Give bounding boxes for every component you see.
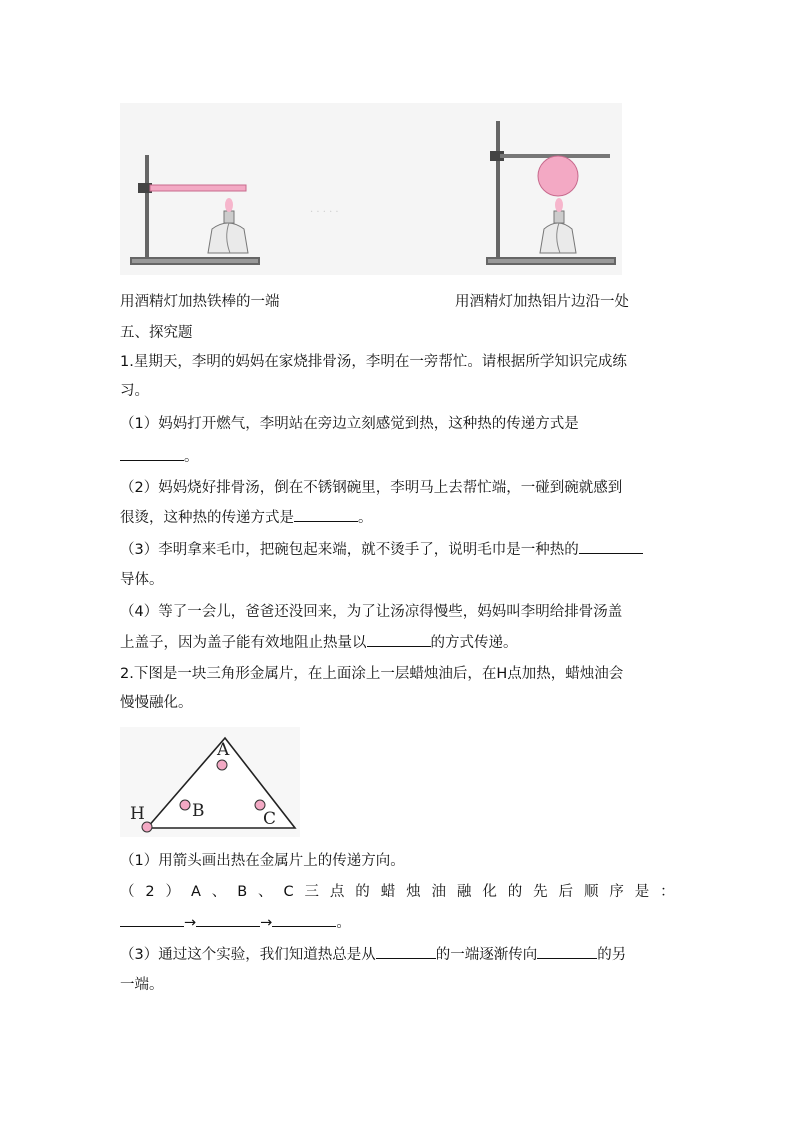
section-title: 五、探究题 <box>120 325 193 341</box>
q1-part4-line1: （4）等了一会儿，爸爸还没回来，为了让汤凉得慢些，妈妈叫李明给排骨汤盖 <box>120 604 623 620</box>
q2-part2-char: （ <box>120 884 135 900</box>
q2-part2-char: C <box>283 884 294 900</box>
q2-part2-char: 三 <box>304 884 319 900</box>
answer-blank[interactable] <box>376 944 436 959</box>
q2-part2-char: B <box>237 884 248 900</box>
q2-part2-line2: → → 。 <box>120 912 675 934</box>
answer-blank[interactable] <box>120 446 184 461</box>
q2-part2-char: 序 <box>609 884 624 900</box>
q1-part4-line2: 上盖子，因为盖子能有效地阻止热量以 的方式传递。 <box>120 632 675 654</box>
q2-part2-char: 点 <box>329 884 345 900</box>
q1-intro-line1: 1.星期天，李明的妈妈在家烧排骨汤，李明在一旁帮忙。请根据所学知识完成练 <box>120 354 627 370</box>
q2-part2-char: 融 <box>456 884 472 900</box>
answer-blank[interactable] <box>196 912 260 927</box>
q1-part3-line1: （3）李明拿来毛巾，把碗包起来端，就不烫手了，说明毛巾是一种热的 <box>120 539 675 561</box>
q1-part1-line1: （1）妈妈打开燃气，李明站在旁边立刻感觉到热，这种热的传递方式是 <box>120 416 579 432</box>
q1-intro-line2: 习。 <box>120 383 149 399</box>
label-c: C <box>263 809 277 829</box>
q1-part2-line1: （2）妈妈烧好排骨汤，倒在不锈钢碗里，李明马上去帮忙端，一碰到碗就感到 <box>120 480 623 496</box>
q2-part2-char: 2 <box>145 884 155 900</box>
q2-part2-char: 的 <box>355 884 370 900</box>
experiment-illustration <box>120 103 622 275</box>
q2-part2-char: 油 <box>431 884 447 900</box>
q2-part3-line1: （3）通过这个实验，我们知道热总是从 的一端逐渐传向 的另 <box>120 944 675 966</box>
caption-right: 用酒精灯加热铝片边沿一处 <box>455 294 629 310</box>
answer-blank[interactable] <box>579 539 643 554</box>
answer-blank[interactable] <box>272 912 336 927</box>
point-a <box>217 760 227 770</box>
q2-part2-char: 是 <box>634 884 650 900</box>
caption-left: 用酒精灯加热铁棒的一端 <box>120 294 280 310</box>
q2-intro-line2: 慢慢融化。 <box>120 695 193 711</box>
q1-part1-line2: 。 <box>120 446 675 468</box>
q2-part2-line1 <box>120 881 675 903</box>
q2-part2-char: 后 <box>558 884 574 900</box>
answer-blank[interactable] <box>367 632 431 647</box>
q2-part2-char: ） <box>165 884 181 900</box>
q2-part1: （1）用箭头画出热在金属片上的传递方向。 <box>120 853 405 869</box>
q1-part3-line2: 导体。 <box>120 572 164 588</box>
q2-part2-char: 的 <box>507 884 523 900</box>
q2-part2-char: 先 <box>533 884 548 900</box>
q2-part2-char: 蜡 <box>380 884 396 900</box>
q1-part2-line2: 很烫，这种热的传递方式是 。 <box>120 507 675 529</box>
q2-part2-char: 烛 <box>406 884 421 900</box>
experiment-photo <box>120 103 622 275</box>
triangle-illustration <box>120 727 300 837</box>
label-a: A <box>217 740 230 760</box>
q2-part2-char: 化 <box>482 884 497 900</box>
q2-part3-line2: 一端。 <box>120 977 164 993</box>
q2-part2-char: 、 <box>258 884 273 900</box>
triangle-figure <box>120 727 300 837</box>
svg-text:· · · · ·: · · · · · <box>310 207 339 218</box>
label-h: H <box>130 804 145 824</box>
answer-blank[interactable] <box>294 507 358 522</box>
point-b <box>180 800 190 810</box>
label-b: B <box>192 801 205 821</box>
answer-blank[interactable] <box>537 944 597 959</box>
answer-blank[interactable] <box>120 912 184 927</box>
q2-part2-char: 、 <box>211 884 227 900</box>
q2-part2-char: 顺 <box>583 884 599 900</box>
q2-part2-char: ： <box>660 884 675 900</box>
q2-intro-line1: 2.下图是一块三角形金属片，在上面涂上一层蜡烛油后，在H点加热，蜡烛油会 <box>120 666 624 682</box>
q2-part2-char: A <box>190 884 201 900</box>
